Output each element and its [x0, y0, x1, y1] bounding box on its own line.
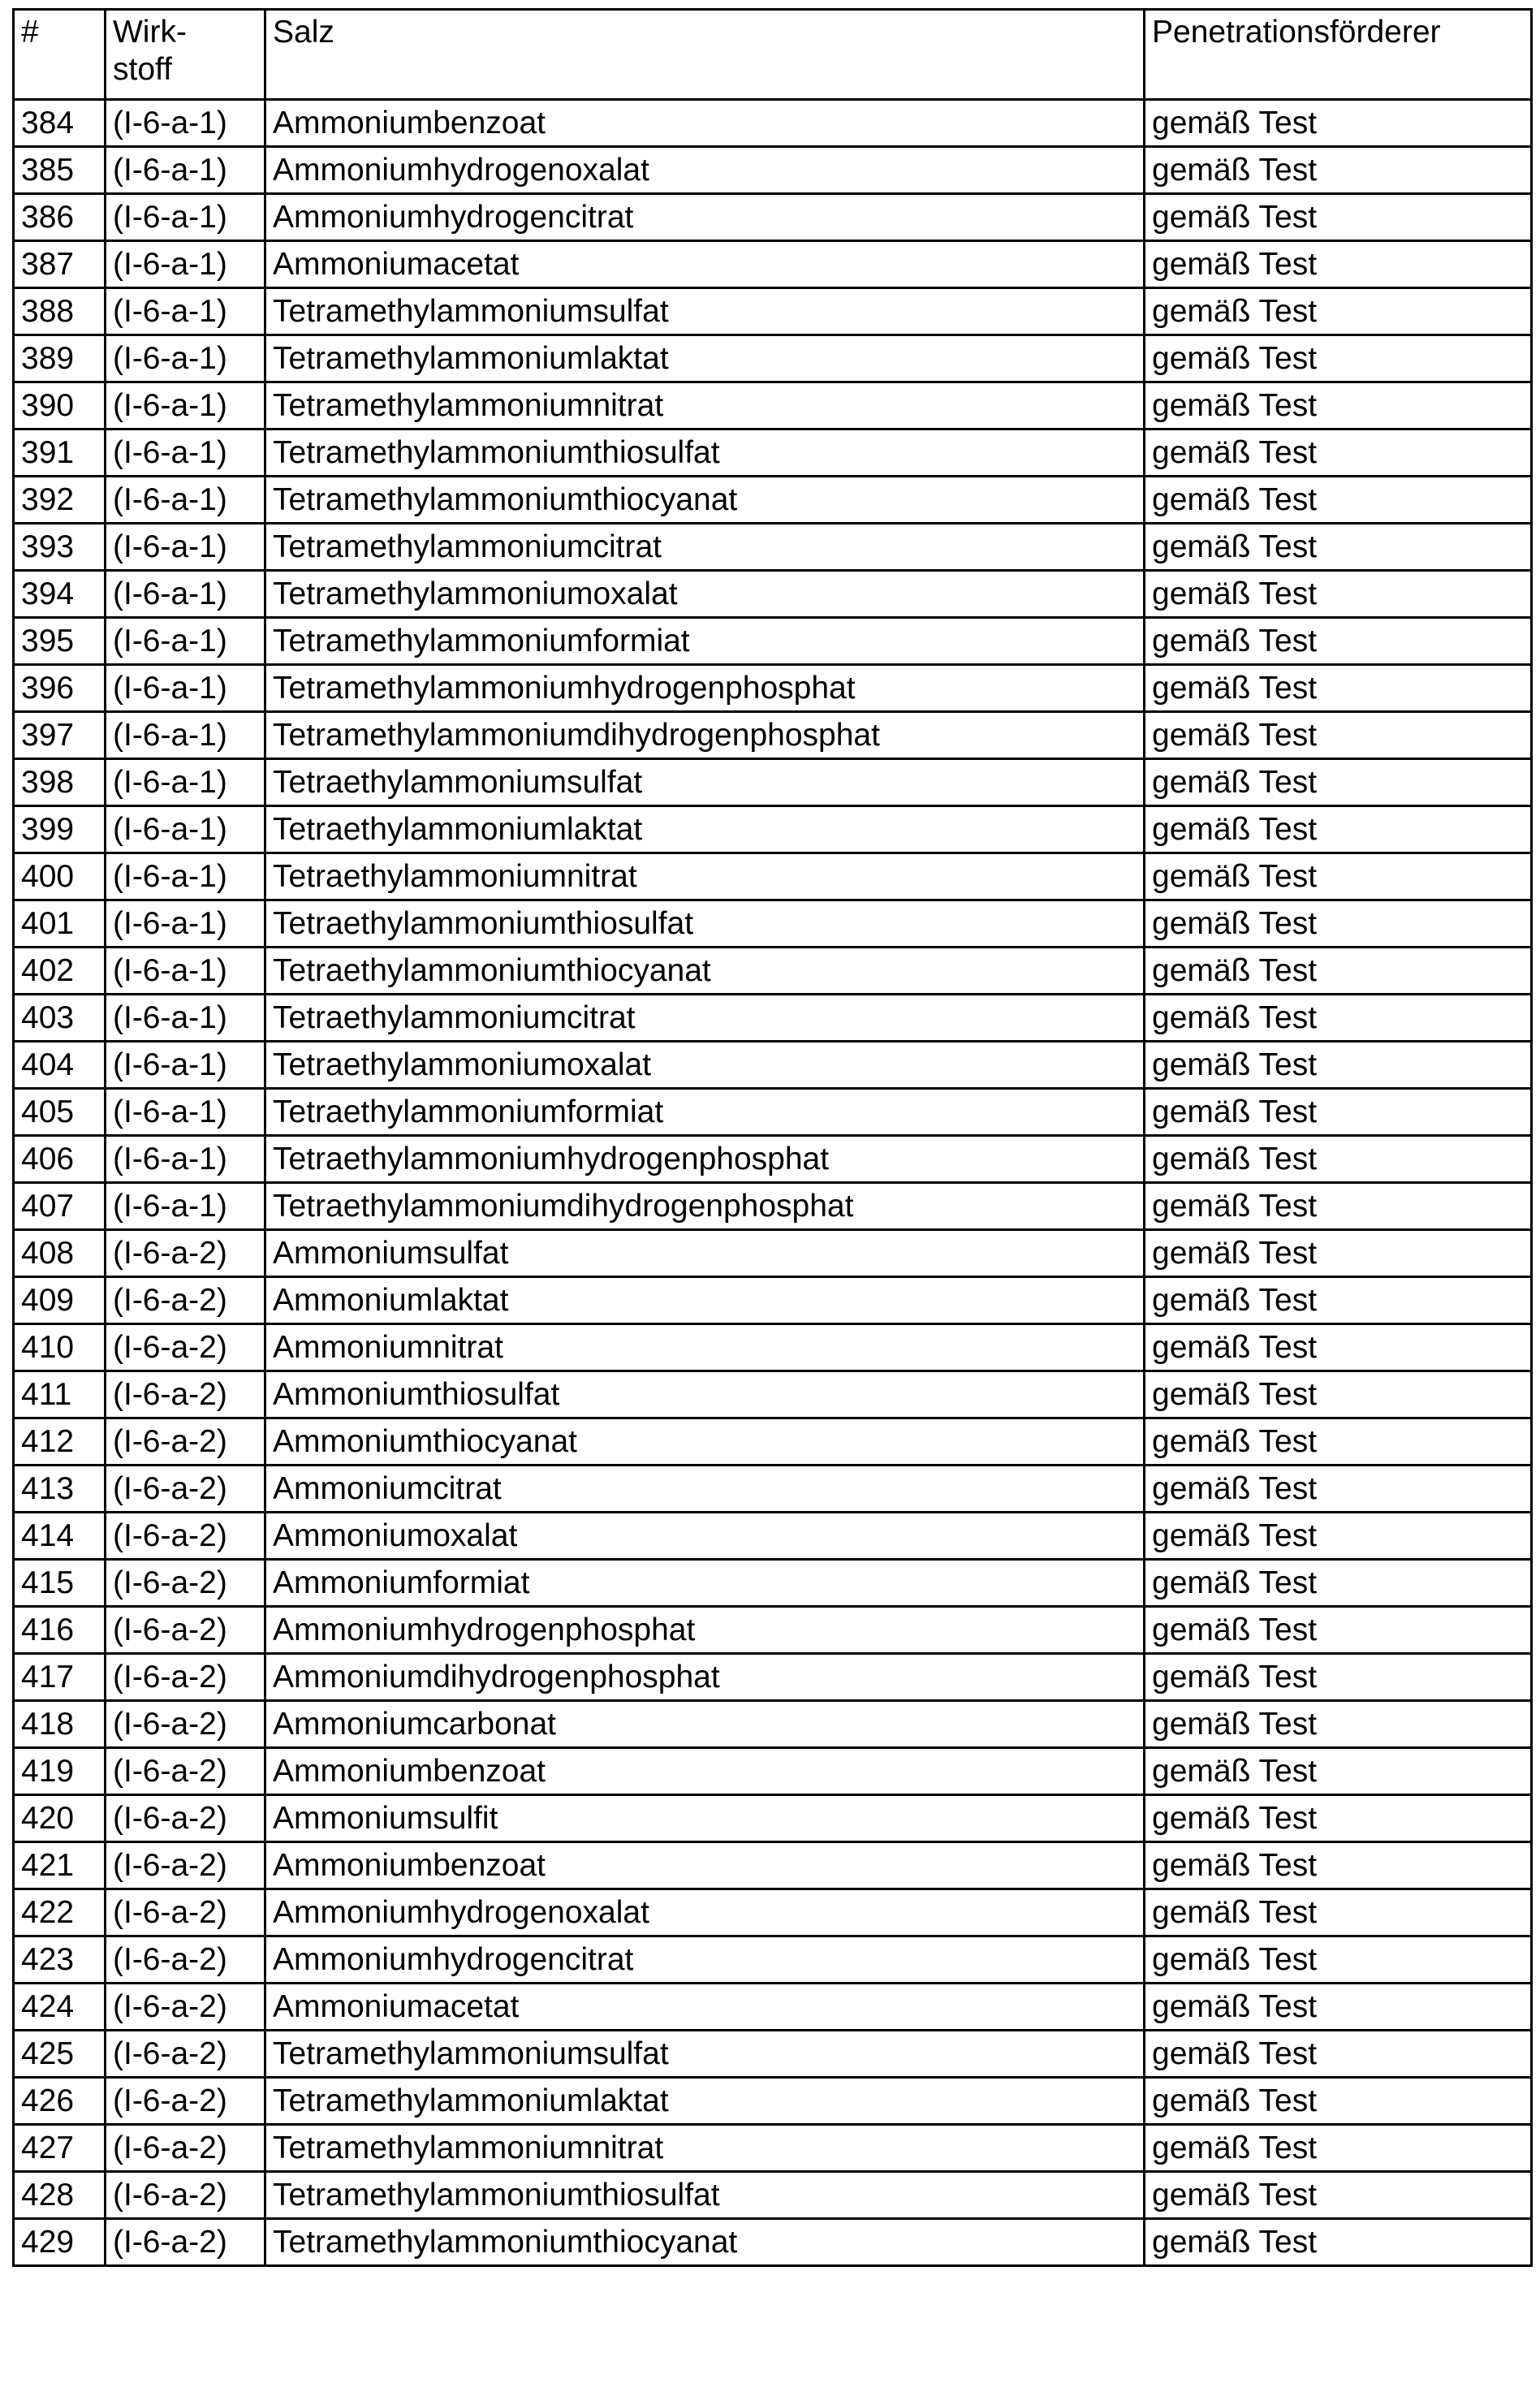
- cell-number: 427: [14, 2125, 106, 2172]
- cell-number: 385: [14, 147, 106, 194]
- cell-salz: Tetramethylammoniumthiocyanat: [265, 2219, 1145, 2266]
- cell-salz: Ammoniumhydrogencitrat: [265, 194, 1145, 241]
- cell-number: 416: [14, 1607, 106, 1654]
- cell-number: 421: [14, 1842, 106, 1889]
- cell-penetrationsfoerderer: gemäß Test: [1145, 1324, 1532, 1371]
- cell-salz: Ammoniumsulfit: [265, 1795, 1145, 1842]
- cell-penetrationsfoerderer: gemäß Test: [1145, 100, 1532, 147]
- cell-penetrationsfoerderer: gemäß Test: [1145, 241, 1532, 288]
- cell-penetrationsfoerderer: gemäß Test: [1145, 1089, 1532, 1136]
- table-row: [14, 2078, 1532, 2125]
- table-row: [14, 382, 1532, 430]
- cell-number: 426: [14, 2078, 106, 2125]
- cell-penetrationsfoerderer: gemäß Test: [1145, 1701, 1532, 1748]
- cell-penetrationsfoerderer: gemäß Test: [1145, 1371, 1532, 1418]
- cell-wirkstoff: (I-6-a-2): [106, 1701, 265, 1748]
- cell-penetrationsfoerderer: gemäß Test: [1145, 853, 1532, 900]
- cell-penetrationsfoerderer: gemäß Test: [1145, 618, 1532, 665]
- cell-wirkstoff: (I-6-a-1): [106, 100, 265, 147]
- cell-penetrationsfoerderer: gemäß Test: [1145, 806, 1532, 853]
- cell-salz: Tetramethylammoniumnitrat: [265, 382, 1145, 430]
- table-row: [14, 995, 1532, 1042]
- cell-number: 394: [14, 571, 106, 618]
- cell-salz: Ammoniumthiocyanat: [265, 1418, 1145, 1466]
- header-wirkstoff-line2: stoff: [113, 52, 172, 87]
- table-row: [14, 147, 1532, 194]
- table-row: [14, 1607, 1532, 1654]
- cell-wirkstoff: (I-6-a-2): [106, 1513, 265, 1560]
- cell-salz: Tetramethylammoniumthiosulfat: [265, 430, 1145, 477]
- cell-salz: Tetramethylammoniumthiosulfat: [265, 2172, 1145, 2219]
- cell-number: 412: [14, 1418, 106, 1466]
- cell-penetrationsfoerderer: gemäß Test: [1145, 288, 1532, 335]
- cell-wirkstoff: (I-6-a-2): [106, 2172, 265, 2219]
- table-row: [14, 1466, 1532, 1513]
- header-number: #: [14, 10, 106, 100]
- table-row: [14, 1748, 1532, 1795]
- cell-wirkstoff: (I-6-a-1): [106, 194, 265, 241]
- cell-number: 387: [14, 241, 106, 288]
- cell-salz: Tetramethylammoniumnitrat: [265, 2125, 1145, 2172]
- cell-number: 396: [14, 665, 106, 712]
- table-row: [14, 1842, 1532, 1889]
- cell-number: 423: [14, 1936, 106, 1984]
- table-row: [14, 1277, 1532, 1324]
- cell-penetrationsfoerderer: gemäß Test: [1145, 382, 1532, 430]
- table-row: [14, 571, 1532, 618]
- cell-salz: Ammoniumlaktat: [265, 1277, 1145, 1324]
- cell-wirkstoff: (I-6-a-2): [106, 1324, 265, 1371]
- cell-number: 425: [14, 2031, 106, 2078]
- cell-wirkstoff: (I-6-a-2): [106, 1371, 265, 1418]
- cell-number: 429: [14, 2219, 106, 2266]
- cell-penetrationsfoerderer: gemäß Test: [1145, 900, 1532, 948]
- table-header-row: [14, 10, 1532, 100]
- table-row: [14, 1371, 1532, 1418]
- cell-number: 397: [14, 712, 106, 759]
- table-row: [14, 2031, 1532, 2078]
- table-row: [14, 1136, 1532, 1183]
- salt-table: [12, 8, 1533, 2267]
- cell-wirkstoff: (I-6-a-1): [106, 712, 265, 759]
- cell-penetrationsfoerderer: gemäß Test: [1145, 2078, 1532, 2125]
- cell-wirkstoff: (I-6-a-2): [106, 2219, 265, 2266]
- cell-wirkstoff: (I-6-a-1): [106, 665, 265, 712]
- cell-penetrationsfoerderer: gemäß Test: [1145, 1795, 1532, 1842]
- cell-salz: Tetraethylammoniumoxalat: [265, 1042, 1145, 1089]
- cell-number: 404: [14, 1042, 106, 1089]
- table-row: [14, 1418, 1532, 1466]
- cell-salz: Ammoniumdihydrogenphosphat: [265, 1654, 1145, 1701]
- cell-penetrationsfoerderer: gemäß Test: [1145, 1277, 1532, 1324]
- cell-wirkstoff: (I-6-a-1): [106, 806, 265, 853]
- table-row: [14, 1560, 1532, 1607]
- cell-wirkstoff: (I-6-a-2): [106, 1842, 265, 1889]
- cell-penetrationsfoerderer: gemäß Test: [1145, 665, 1532, 712]
- table-row: [14, 1795, 1532, 1842]
- cell-penetrationsfoerderer: gemäß Test: [1145, 1183, 1532, 1230]
- table-row: [14, 900, 1532, 948]
- cell-wirkstoff: (I-6-a-1): [106, 1183, 265, 1230]
- cell-salz: Ammoniumbenzoat: [265, 1748, 1145, 1795]
- table-row: [14, 948, 1532, 995]
- table-row: [14, 1513, 1532, 1560]
- table-row: [14, 2172, 1532, 2219]
- table-row: [14, 1042, 1532, 1089]
- cell-wirkstoff: (I-6-a-1): [106, 995, 265, 1042]
- table-row: [14, 1701, 1532, 1748]
- cell-penetrationsfoerderer: gemäß Test: [1145, 995, 1532, 1042]
- cell-wirkstoff: (I-6-a-1): [106, 948, 265, 995]
- cell-salz: Tetramethylammoniumlaktat: [265, 2078, 1145, 2125]
- cell-wirkstoff: (I-6-a-1): [106, 571, 265, 618]
- cell-penetrationsfoerderer: gemäß Test: [1145, 1748, 1532, 1795]
- cell-number: 417: [14, 1654, 106, 1701]
- cell-wirkstoff: (I-6-a-2): [106, 2078, 265, 2125]
- table-row: [14, 759, 1532, 806]
- cell-penetrationsfoerderer: gemäß Test: [1145, 1842, 1532, 1889]
- cell-salz: Tetraethylammoniumcitrat: [265, 995, 1145, 1042]
- table-row: [14, 430, 1532, 477]
- cell-wirkstoff: (I-6-a-2): [106, 1654, 265, 1701]
- cell-salz: Ammoniumthiosulfat: [265, 1371, 1145, 1418]
- cell-wirkstoff: (I-6-a-1): [106, 477, 265, 524]
- cell-salz: Ammoniumbenzoat: [265, 1842, 1145, 1889]
- cell-salz: Ammoniumhydrogenphosphat: [265, 1607, 1145, 1654]
- cell-salz: Tetraethylammoniumthiocyanat: [265, 948, 1145, 995]
- cell-wirkstoff: (I-6-a-2): [106, 2031, 265, 2078]
- cell-number: 384: [14, 100, 106, 147]
- cell-penetrationsfoerderer: gemäß Test: [1145, 2031, 1532, 2078]
- header-wirkstoff: [106, 10, 265, 100]
- header-wirkstoff-line1: Wirk-: [113, 15, 187, 50]
- cell-wirkstoff: (I-6-a-1): [106, 618, 265, 665]
- cell-penetrationsfoerderer: gemäß Test: [1145, 1936, 1532, 1984]
- cell-salz: Tetramethylammoniumcitrat: [265, 524, 1145, 571]
- table-row: [14, 335, 1532, 382]
- cell-number: 414: [14, 1513, 106, 1560]
- table-row: [14, 806, 1532, 853]
- cell-wirkstoff: (I-6-a-2): [106, 1984, 265, 2031]
- table-row: [14, 194, 1532, 241]
- cell-number: 402: [14, 948, 106, 995]
- cell-salz: Tetramethylammoniumdihydrogenphosphat: [265, 712, 1145, 759]
- cell-number: 389: [14, 335, 106, 382]
- cell-number: 401: [14, 900, 106, 948]
- cell-wirkstoff: (I-6-a-2): [106, 1607, 265, 1654]
- table-row: [14, 1324, 1532, 1371]
- cell-penetrationsfoerderer: gemäß Test: [1145, 2172, 1532, 2219]
- cell-number: 399: [14, 806, 106, 853]
- cell-salz: Tetraethylammoniumlaktat: [265, 806, 1145, 853]
- cell-penetrationsfoerderer: gemäß Test: [1145, 1042, 1532, 1089]
- cell-penetrationsfoerderer: gemäß Test: [1145, 1418, 1532, 1466]
- cell-number: 428: [14, 2172, 106, 2219]
- cell-salz: Ammoniumbenzoat: [265, 100, 1145, 147]
- cell-salz: Ammoniumhydrogencitrat: [265, 1936, 1145, 1984]
- cell-salz: Tetraethylammoniumformiat: [265, 1089, 1145, 1136]
- table-row: [14, 1230, 1532, 1277]
- cell-salz: Tetramethylammoniumformiat: [265, 618, 1145, 665]
- cell-salz: Ammoniumoxalat: [265, 1513, 1145, 1560]
- table-row: [14, 712, 1532, 759]
- cell-number: 413: [14, 1466, 106, 1513]
- cell-salz: Ammoniumformiat: [265, 1560, 1145, 1607]
- cell-penetrationsfoerderer: gemäß Test: [1145, 571, 1532, 618]
- cell-salz: Ammoniumhydrogenoxalat: [265, 147, 1145, 194]
- cell-salz: Tetraethylammoniumthiosulfat: [265, 900, 1145, 948]
- cell-wirkstoff: (I-6-a-2): [106, 1418, 265, 1466]
- cell-wirkstoff: (I-6-a-1): [106, 900, 265, 948]
- cell-wirkstoff: (I-6-a-1): [106, 430, 265, 477]
- cell-penetrationsfoerderer: gemäß Test: [1145, 2219, 1532, 2266]
- cell-salz: Tetramethylammoniumthiocyanat: [265, 477, 1145, 524]
- cell-salz: Ammoniumcarbonat: [265, 1701, 1145, 1748]
- cell-penetrationsfoerderer: gemäß Test: [1145, 1889, 1532, 1936]
- cell-penetrationsfoerderer: gemäß Test: [1145, 477, 1532, 524]
- cell-salz: Tetramethylammoniumhydrogenphosphat: [265, 665, 1145, 712]
- table-body: [14, 100, 1532, 2266]
- cell-wirkstoff: (I-6-a-1): [106, 335, 265, 382]
- cell-wirkstoff: (I-6-a-1): [106, 241, 265, 288]
- cell-wirkstoff: (I-6-a-1): [106, 1042, 265, 1089]
- cell-number: 393: [14, 524, 106, 571]
- cell-penetrationsfoerderer: gemäß Test: [1145, 1466, 1532, 1513]
- cell-number: 420: [14, 1795, 106, 1842]
- table-row: [14, 665, 1532, 712]
- cell-penetrationsfoerderer: gemäß Test: [1145, 759, 1532, 806]
- cell-number: 408: [14, 1230, 106, 1277]
- cell-wirkstoff: (I-6-a-1): [106, 288, 265, 335]
- table-row: [14, 524, 1532, 571]
- cell-number: 418: [14, 1701, 106, 1748]
- cell-salz: Tetraethylammoniumhydrogenphosphat: [265, 1136, 1145, 1183]
- cell-number: 415: [14, 1560, 106, 1607]
- cell-salz: Tetramethylammoniumlaktat: [265, 335, 1145, 382]
- table-row: [14, 2219, 1532, 2266]
- cell-number: 407: [14, 1183, 106, 1230]
- cell-salz: Tetramethylammoniumoxalat: [265, 571, 1145, 618]
- cell-salz: Ammoniumacetat: [265, 241, 1145, 288]
- cell-wirkstoff: (I-6-a-2): [106, 1230, 265, 1277]
- cell-number: 411: [14, 1371, 106, 1418]
- cell-salz: Ammoniumacetat: [265, 1984, 1145, 2031]
- cell-wirkstoff: (I-6-a-2): [106, 1560, 265, 1607]
- table-row: [14, 1089, 1532, 1136]
- cell-penetrationsfoerderer: gemäß Test: [1145, 1513, 1532, 1560]
- cell-wirkstoff: (I-6-a-2): [106, 1936, 265, 1984]
- table-row: [14, 1654, 1532, 1701]
- cell-number: 419: [14, 1748, 106, 1795]
- cell-wirkstoff: (I-6-a-1): [106, 853, 265, 900]
- cell-salz: Tetraethylammoniumnitrat: [265, 853, 1145, 900]
- cell-salz: Tetramethylammoniumsulfat: [265, 288, 1145, 335]
- cell-salz: Ammoniumsulfat: [265, 1230, 1145, 1277]
- cell-wirkstoff: (I-6-a-1): [106, 1089, 265, 1136]
- table-row: [14, 853, 1532, 900]
- cell-number: 410: [14, 1324, 106, 1371]
- cell-wirkstoff: (I-6-a-2): [106, 1277, 265, 1324]
- cell-number: 388: [14, 288, 106, 335]
- table-row: [14, 1889, 1532, 1936]
- cell-penetrationsfoerderer: gemäß Test: [1145, 1560, 1532, 1607]
- cell-wirkstoff: (I-6-a-1): [106, 759, 265, 806]
- cell-number: 392: [14, 477, 106, 524]
- cell-number: 406: [14, 1136, 106, 1183]
- cell-wirkstoff: (I-6-a-2): [106, 1795, 265, 1842]
- cell-number: 386: [14, 194, 106, 241]
- cell-salz: Tetraethylammoniumsulfat: [265, 759, 1145, 806]
- cell-wirkstoff: (I-6-a-1): [106, 382, 265, 430]
- cell-wirkstoff: (I-6-a-1): [106, 147, 265, 194]
- cell-penetrationsfoerderer: gemäß Test: [1145, 430, 1532, 477]
- cell-wirkstoff: (I-6-a-1): [106, 524, 265, 571]
- cell-salz: Ammoniumhydrogenoxalat: [265, 1889, 1145, 1936]
- cell-penetrationsfoerderer: gemäß Test: [1145, 1230, 1532, 1277]
- table-row: [14, 1183, 1532, 1230]
- cell-wirkstoff: (I-6-a-2): [106, 1466, 265, 1513]
- cell-salz: Ammoniumnitrat: [265, 1324, 1145, 1371]
- cell-number: 405: [14, 1089, 106, 1136]
- cell-penetrationsfoerderer: gemäß Test: [1145, 147, 1532, 194]
- table-row: [14, 288, 1532, 335]
- cell-number: 395: [14, 618, 106, 665]
- cell-penetrationsfoerderer: gemäß Test: [1145, 1984, 1532, 2031]
- table-row: [14, 477, 1532, 524]
- cell-wirkstoff: (I-6-a-2): [106, 1889, 265, 1936]
- cell-number: 409: [14, 1277, 106, 1324]
- cell-salz: Tetraethylammoniumdihydrogenphosphat: [265, 1183, 1145, 1230]
- table-row: [14, 1936, 1532, 1984]
- cell-penetrationsfoerderer: gemäß Test: [1145, 2125, 1532, 2172]
- cell-penetrationsfoerderer: gemäß Test: [1145, 1136, 1532, 1183]
- table-row: [14, 100, 1532, 147]
- cell-penetrationsfoerderer: gemäß Test: [1145, 524, 1532, 571]
- cell-penetrationsfoerderer: gemäß Test: [1145, 1607, 1532, 1654]
- cell-penetrationsfoerderer: gemäß Test: [1145, 712, 1532, 759]
- header-salz: Salz: [265, 10, 1145, 100]
- table-row: [14, 618, 1532, 665]
- cell-wirkstoff: (I-6-a-1): [106, 1136, 265, 1183]
- cell-number: 424: [14, 1984, 106, 2031]
- cell-wirkstoff: (I-6-a-2): [106, 2125, 265, 2172]
- cell-penetrationsfoerderer: gemäß Test: [1145, 335, 1532, 382]
- cell-salz: Ammoniumcitrat: [265, 1466, 1145, 1513]
- cell-number: 422: [14, 1889, 106, 1936]
- cell-salz: Tetramethylammoniumsulfat: [265, 2031, 1145, 2078]
- table-row: [14, 2125, 1532, 2172]
- cell-number: 400: [14, 853, 106, 900]
- cell-penetrationsfoerderer: gemäß Test: [1145, 194, 1532, 241]
- cell-number: 403: [14, 995, 106, 1042]
- cell-wirkstoff: (I-6-a-2): [106, 1748, 265, 1795]
- table-row: [14, 241, 1532, 288]
- cell-number: 398: [14, 759, 106, 806]
- cell-penetrationsfoerderer: gemäß Test: [1145, 1654, 1532, 1701]
- cell-penetrationsfoerderer: gemäß Test: [1145, 948, 1532, 995]
- header-penetrationsfoerderer: Penetrationsförderer: [1145, 10, 1532, 100]
- cell-number: 390: [14, 382, 106, 430]
- cell-number: 391: [14, 430, 106, 477]
- table-row: [14, 1984, 1532, 2031]
